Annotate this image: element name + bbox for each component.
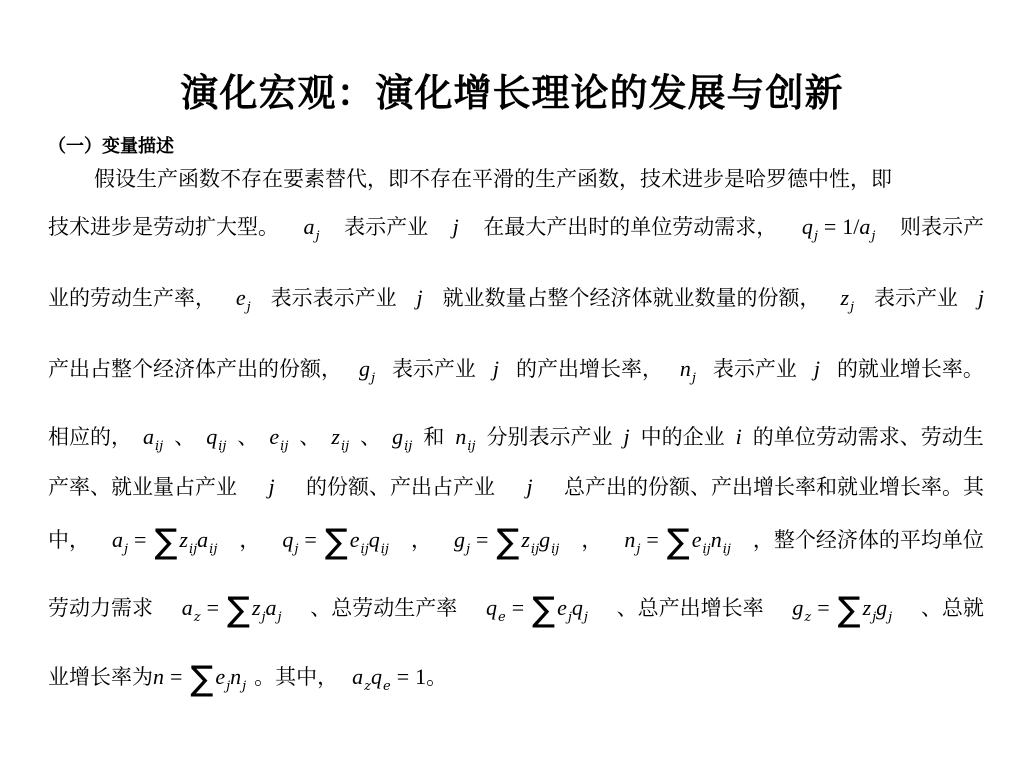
formula-j: j — [452, 214, 459, 239]
text-segment: 和 — [423, 425, 445, 449]
text-segment: 的份额、产出占产业 — [306, 475, 495, 499]
text-segment: 表示表示产业 — [270, 286, 397, 310]
text-segment: 、总劳动生产率 — [310, 596, 458, 620]
formula-aij: $a_{ij}$ — [143, 424, 164, 454]
paragraph-line-8 — [48, 590, 984, 630]
formula-j: j — [268, 474, 275, 499]
text-segment: 假设生产函数不存在要素替代，即不存在平滑的生产函数，技术进步是哈罗德中性，即 — [94, 167, 892, 191]
formula-zj: $z_j$ — [840, 285, 855, 315]
text-segment: 业的劳动生产率， — [48, 286, 216, 310]
paragraph-line-1 — [48, 162, 984, 196]
page-title: 演化宏观：演化增长理论的发展与创新 — [180, 70, 844, 115]
text-segment: 。 — [426, 665, 448, 689]
text-segment: 总产出的份额、产出增长率和就业增长率。其 — [564, 475, 984, 499]
text-segment: 表示产业 — [344, 215, 429, 239]
formula-j: j — [492, 356, 500, 381]
text-separator: 、 — [237, 425, 259, 449]
text-segment: 的就业增长率。 — [836, 357, 984, 381]
formula-j: j — [813, 356, 820, 381]
paragraph-line-3 — [48, 281, 984, 315]
formula-qj-sum: $q_j = \sum e_{ij}q_{ij}$ — [282, 522, 389, 562]
text-segment: 的产出增长率， — [515, 357, 663, 381]
text-comma: ， — [410, 528, 432, 552]
paragraph-line-7 — [48, 522, 984, 562]
paragraph-line-6 — [48, 470, 984, 504]
text-segment: ，整个经济体的平均单位 — [752, 528, 984, 552]
formula-eij: $e_{ij}$ — [269, 424, 289, 454]
formula-j: j — [623, 424, 630, 449]
text-segment: 劳动力需求 — [48, 596, 153, 620]
text-comma: ， — [239, 528, 261, 552]
text-segment: 分别表示产业 — [486, 425, 613, 449]
text-segment: 则表示产 — [899, 215, 984, 239]
formula-ej: $e_j$ — [235, 285, 251, 315]
formula-nj: $n_j$ — [679, 356, 696, 386]
formula-qe-sum: $q_e = \sum e_jq_j$ — [486, 590, 588, 630]
formula-gz-sum: $g_z = \sum z_jg_j$ — [792, 590, 893, 630]
text-segment: 产出占整个经济体产出的份额， — [48, 357, 342, 381]
paragraph-line-4 — [48, 352, 984, 386]
formula-j: j — [526, 474, 533, 499]
paragraph-line-5 — [48, 420, 984, 454]
text-segment: 中的企业 — [640, 425, 725, 449]
formula-j: j — [416, 285, 423, 310]
text-segment: 的单位劳动需求、劳动生 — [752, 425, 984, 449]
section-heading: （一）变量描述 — [48, 136, 174, 157]
formula-az-sum: $a_z = \sum z_ja_j$ — [181, 590, 282, 630]
formula-gj-sum: $g_j = \sum z_{ij}g_{ij}$ — [453, 522, 560, 562]
formula-aj-sum: $a_j = \sum z_{ij}a_{ij}$ — [112, 522, 218, 562]
text-segment: 表示产业 — [712, 357, 797, 381]
text-separator: 、 — [360, 425, 382, 449]
text-separator: 、 — [174, 425, 196, 449]
text-segment: 、总产出增长率 — [616, 596, 764, 620]
text-segment: 中， — [48, 528, 90, 552]
text-segment: 在最大产出时的单位劳动需求， — [483, 215, 778, 239]
paragraph-line-2 — [48, 210, 984, 244]
formula-nj-sum: $n_j = \sum e_{ij}n_{ij}$ — [624, 522, 731, 562]
paragraph-line-9 — [48, 659, 984, 699]
text-segment: 。其中， — [254, 665, 339, 689]
text-comma: ， — [581, 528, 603, 552]
text-segment: 、总就 — [920, 596, 984, 620]
text-segment: 表示产业 — [391, 357, 476, 381]
text-segment: 产率、就业量占产业 — [48, 475, 237, 499]
formula-i: i — [735, 424, 742, 449]
text-segment: 技术进步是劳动扩大型。 — [48, 215, 279, 239]
text-segment: 表示产业 — [873, 286, 958, 310]
formula-gij: $g_{ij}$ — [392, 424, 413, 454]
formula-j: j — [977, 285, 984, 310]
text-separator: 、 — [299, 425, 321, 449]
text-segment: 相应的， — [48, 425, 132, 449]
formula-qij: $q_{ij}$ — [206, 424, 227, 454]
formula-aj: $a_j$ — [303, 214, 320, 244]
formula-az-qe: $a_zq_e = 1$ — [352, 664, 427, 694]
formula-qj-def: $q_j = 1/a_j$ — [801, 214, 876, 244]
text-segment: 业增长率为 — [48, 665, 153, 689]
formula-nij: $n_{ij}$ — [455, 424, 476, 454]
formula-zij: $z_{ij}$ — [331, 424, 350, 454]
text-segment: 就业数量占整个经济体就业数量的份额， — [442, 286, 821, 310]
formula-n-sum: $n = \sum e_jn_j$ — [153, 659, 247, 699]
formula-gj: $g_j$ — [358, 356, 375, 386]
